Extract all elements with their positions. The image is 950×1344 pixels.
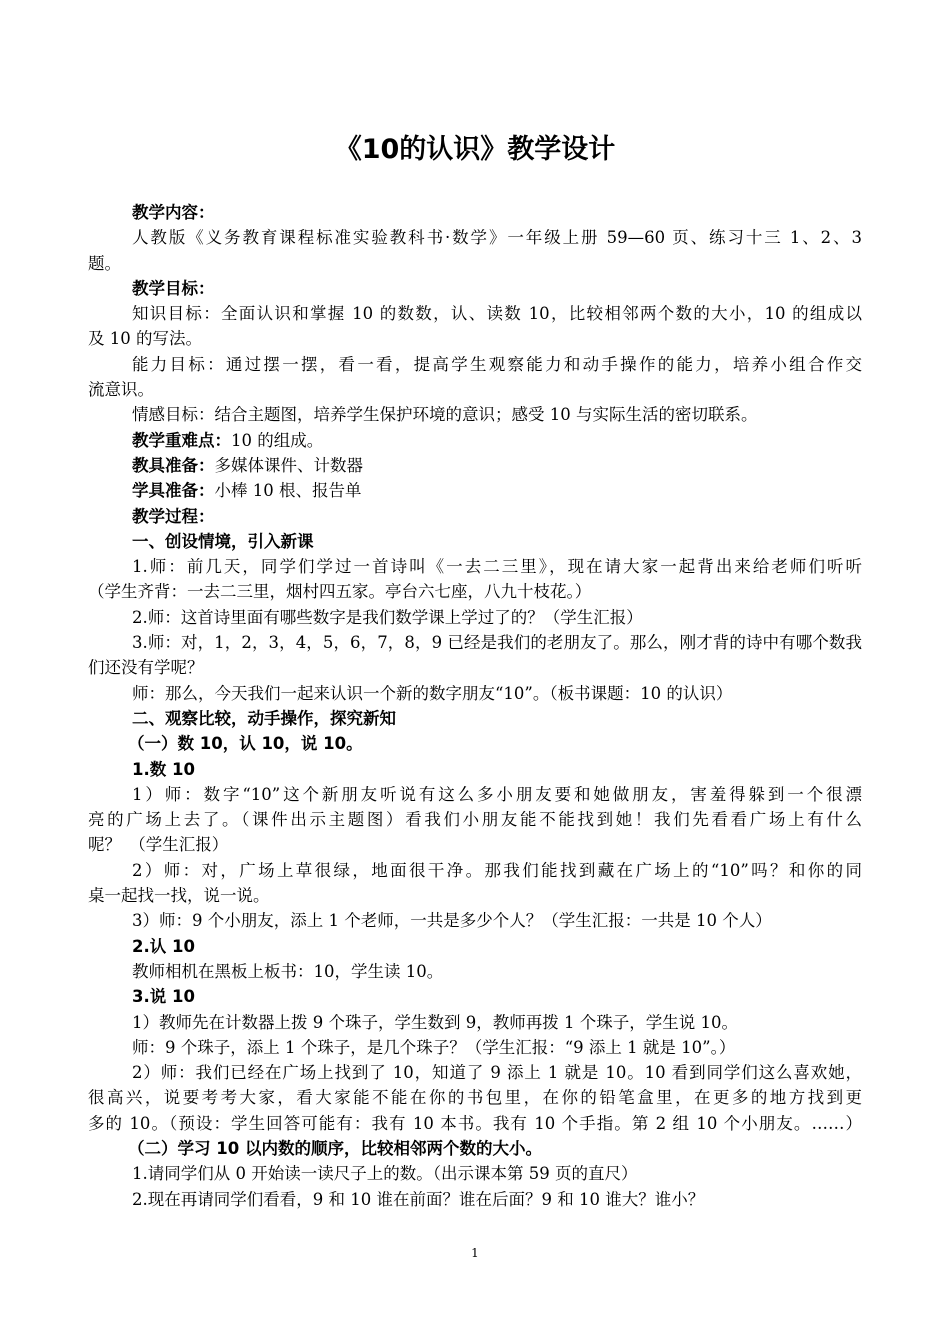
paragraph-line: 2）师：对，广场上草很绿，地面很干净。那我们能找到藏在广场上的“10”吗？和你的同 bbox=[132, 860, 862, 880]
paragraph-line: 呢？ （学生汇报） bbox=[88, 835, 229, 855]
teacher-tools-value: 多媒体课件、计数器 bbox=[214, 455, 363, 475]
student-tools-line bbox=[88, 478, 862, 503]
step2-heading: 2.认 10 bbox=[132, 936, 195, 956]
paragraph-line: 3.师：对，1，2，3，4，5，6，7，8，9 已经是我们的老朋友了。那么，刚才背的诗中有哪个数我 bbox=[132, 633, 862, 653]
teacher-tools-line bbox=[88, 453, 862, 478]
sub2-heading: （二）学习 10 以内数的顺序，比较相邻两个数的大小。 bbox=[128, 1138, 542, 1158]
paragraph-line: 1.请同学们从 0 开始读一读尺子上的数。（出示课本第 59 页的直尺） bbox=[132, 1164, 638, 1184]
part1-heading: 一、创设情境，引入新课 bbox=[132, 531, 314, 551]
paragraph-line: 很高兴，说要考考大家，看大家能不能在你的书包里，在你的铅笔盒里，在更多的地方找到更 bbox=[88, 1088, 862, 1108]
paragraph-line: 人教版《义务教育课程标准实验教科书·数学》一年级上册 59—60 页、练习十三 1、2、3 bbox=[132, 228, 862, 248]
sub1-heading: （一）数 10，认 10，说 10。 bbox=[128, 734, 363, 754]
teacher-tools-label: 教具准备： bbox=[132, 455, 215, 475]
paragraph-line: 2.师：这首诗里面有哪些数字是我们数学课上学过了的？（学生汇报） bbox=[132, 607, 643, 627]
student-tools-label: 学具准备： bbox=[132, 481, 215, 501]
page-number: 1 bbox=[471, 1246, 479, 1260]
section-heading-content: 教学内容： bbox=[132, 203, 215, 222]
paragraph-line: 师：9 个珠子，添上 1 个珠子，是几个珠子？（学生汇报：“9 添上 1 就是 10”。） bbox=[132, 1037, 736, 1057]
paragraph-line: 情感目标：结合主题图，培养学生保护环境的意识；感受 10 与实际生活的密切联系。 bbox=[132, 405, 758, 425]
paragraph-line: （学生齐背：一去二三里，烟村四五家。亭台六七座，八九十枝花。） bbox=[88, 582, 592, 602]
paragraph-line: 2）师：我们已经在广场上找到了 10，知道了 9 添上 1 就是 10。10 看到同学们这么喜欢她， bbox=[132, 1063, 862, 1083]
paragraph-line: 及 10 的写法。 bbox=[88, 329, 202, 349]
paragraph-line: 们还没有学呢？ bbox=[88, 658, 204, 678]
key-points-label: 教学重难点： bbox=[132, 430, 231, 450]
paragraph-line: 2.现在再请同学们看看，9 和 10 谁在前面？谁在后面？9 和 10 谁大？谁小？ bbox=[132, 1189, 705, 1209]
step3-heading: 3.说 10 bbox=[132, 987, 195, 1007]
page-title: 《10的认识》教学设计 bbox=[334, 134, 616, 165]
key-points-value: 10 的组成。 bbox=[231, 430, 324, 450]
step1-heading: 1.数 10 bbox=[132, 759, 195, 779]
section-heading-process: 教学过程： bbox=[132, 506, 215, 526]
paragraph-line: 师：那么，今天我们一起来认识一个新的数字朋友“10”。（板书课题：10 的认识） bbox=[132, 683, 733, 703]
paragraph-line: 知识目标：全面认识和掌握 10 的数数，认、读数 10，比较相邻两个数的大小，10 的组成以 bbox=[132, 304, 862, 324]
paragraph-line: 能力目标：通过摆一摆，看一看，提高学生观察能力和动手操作的能力，培养小组合作交 bbox=[132, 354, 862, 374]
part2-heading: 二、观察比较，动手操作，探究新知 bbox=[132, 708, 396, 728]
paragraph-line: 教师相机在黑板上板书：10，学生读 10。 bbox=[132, 961, 444, 981]
paragraph-line: 1.师：前几天，同学们学过一首诗叫《一去二三里》，现在请大家一起背出来给老师们听听 bbox=[132, 557, 862, 577]
paragraph-line: 亮的广场上去了。（课件出示主题图）看我们小朋友能不能找到她！我们先看看广场上有什么 bbox=[88, 810, 862, 830]
paragraph-line: 1）师：数字“10”这个新朋友听说有这么多小朋友要和她做朋友，害羞得躲到一个很漂 bbox=[132, 784, 862, 804]
paragraph-line: 流意识。 bbox=[88, 380, 154, 400]
document-body bbox=[88, 200, 862, 1212]
paragraph-line: 3）师：9 个小朋友，添上 1 个老师，一共是多少个人？（学生汇报：一共是 10 个人） bbox=[132, 911, 772, 931]
paragraph-line: 题。 bbox=[88, 253, 121, 273]
section-heading-goals: 教学目标： bbox=[132, 278, 215, 298]
paragraph-line: 桌一起找一找，说一说。 bbox=[88, 886, 270, 906]
key-points-line bbox=[88, 428, 862, 453]
paragraph-line: 多的 10。（预设：学生回答可能有：我有 10 本书。我有 10 个手指。第 2 组 10 个小朋友。……） bbox=[88, 1113, 862, 1133]
student-tools-value: 小棒 10 根、报告单 bbox=[214, 481, 362, 501]
paragraph-line: 1）教师先在计数器上拨 9 个珠子，学生数到 9，教师再拨 1 个珠子，学生说 10。 bbox=[132, 1012, 738, 1032]
